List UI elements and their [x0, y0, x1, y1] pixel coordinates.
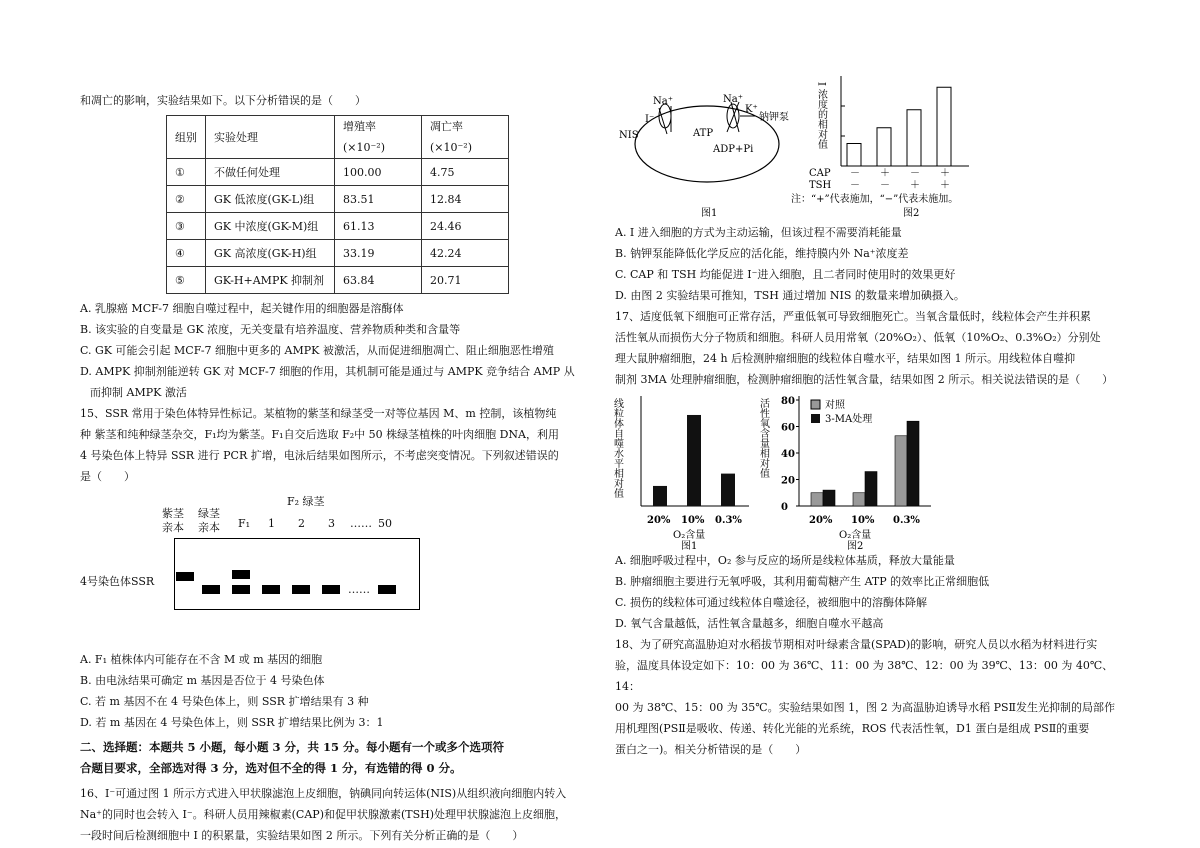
table-row	[167, 159, 509, 186]
table-cell: 33.19	[335, 240, 422, 267]
left-column	[80, 90, 590, 846]
table-header-cell: 凋亡率(×10⁻²)	[422, 116, 509, 159]
q17-option-d: D. 氧气含量越低，活性氧含量越多，细胞自噬水平越高	[615, 617, 884, 630]
q17-stem: 17、适度低氧下细胞可正常存活，严重低氧可导致细胞死亡。当氧含量低时，线粒体会产生并积累	[615, 310, 1091, 323]
q15-stem: 是（ ）	[80, 470, 135, 483]
table-cell: GK-H+AMPK 抑制剂	[206, 267, 335, 294]
table-row	[167, 267, 509, 294]
q16-figures	[615, 72, 1135, 222]
gel-band	[232, 570, 250, 579]
label-i: I⁻	[645, 114, 655, 125]
chart17a-ylabel: 线粒体自噬水平相对值	[611, 398, 623, 498]
gel-purple-text: 紫茎	[162, 507, 184, 520]
chart16-cap-label: CAP	[809, 168, 831, 179]
q17-figures	[611, 390, 1135, 552]
q17-figure-svg	[611, 390, 1135, 552]
q16-stem: 一段时间后检测细胞中 I 的积累量，实验结果如图 2 所示。下列有关分析正确的是（ ）	[80, 829, 524, 842]
gel-box	[174, 538, 420, 610]
bar-3-MA处理-20%	[823, 490, 835, 506]
q14-option-a: A. 乳腺癌 MCF-7 细胞自噬过程中，起关键作用的细胞器是溶酶体	[80, 302, 404, 315]
q16-option-d: D. 由图 2 实验结果可推知，TSH 通过增加 NIS 的数量来增加碘摄入。	[615, 289, 965, 302]
q15-option-c: C. 若 m 基因不在 4 号染色体上，则 SSR 扩增结果有 3 种	[80, 695, 369, 708]
legend-control-label: 对照	[825, 400, 845, 411]
q17-option-c: C. 损伤的线粒体可通过线粒体自噬途径，被细胞中的溶酶体降解	[615, 596, 928, 609]
legend-control-swatch	[811, 400, 820, 409]
cell-membrane	[635, 106, 779, 182]
cap-sign: ＋	[880, 168, 890, 179]
label-atp: ATP	[693, 128, 714, 139]
cap-sign: －	[910, 168, 920, 179]
table-cell: 12.84	[422, 186, 509, 213]
table-cell: 20.71	[422, 267, 509, 294]
tsh-sign: －	[880, 180, 890, 191]
q18-stem: 验，温度具体设定如下：10：00 为 36℃、11：00 为 38℃、12：00 为 39℃、13：00 为 40℃、14：	[615, 659, 1114, 693]
q16-stem: 16、I⁻可通过图 1 所示方式进入甲状腺滤泡上皮细胞，钠碘同向转运体(NIS)从组织液向细胞内转入	[80, 787, 567, 800]
table-header-row	[167, 116, 509, 159]
y-tick-label: 20	[781, 475, 795, 487]
table-cell: 24.46	[422, 213, 509, 240]
q16-option-b: B. 钠钾泵能降低化学反应的活化能，维持膜内外 Na⁺浓度差	[615, 247, 909, 260]
autophagy-bar-chart	[612, 396, 750, 552]
table-cell: ③	[167, 213, 206, 240]
ros-bar-chart	[758, 396, 932, 552]
iodine-bar-chart	[791, 76, 969, 219]
chart16-tsh-label: TSH	[809, 180, 832, 191]
legend-3ma-swatch	[811, 414, 820, 423]
q14-option-d: D. AMPK 抑制剂能逆转 GK 对 MCF-7 细胞的作用，其机制可能是通过与 AMPK 竞争结合 AMP 从	[80, 365, 575, 378]
q15-stem: 15、SSR 常用于染色体特异性标记。某植物的紫茎和绿茎受一对等位基因 M、m 控制，该植物纯	[80, 407, 557, 420]
q16-option-a: A. I 进入细胞的方式为主动运输，但该过程不需要消耗能量	[615, 226, 902, 239]
bar---	[847, 144, 861, 167]
experiment-table	[166, 115, 509, 294]
q15-option-a: A. F₁ 植株体内可能存在不含 M 或 m 基因的细胞	[80, 653, 323, 666]
x-tick-label: 20%	[809, 515, 833, 526]
q17-option-a: A. 细胞呼吸过程中，O₂ 参与反应的场所是线粒体基质，释放大量能量	[615, 554, 955, 567]
bar-+-	[877, 128, 891, 166]
bar-对照-20%	[811, 493, 823, 506]
table-header-cell: 增殖率(×10⁻²)	[335, 116, 422, 159]
table-header-cell: 实验处理	[206, 116, 335, 159]
gel-band	[232, 585, 250, 594]
chart16-ylabel: I 浓度的相对值	[815, 82, 827, 150]
gel-band	[202, 585, 220, 594]
gel-lane-1: 1	[268, 517, 275, 530]
q14-option-c: C. GK 可能会引起 MCF-7 细胞中更多的 AMPK 被激活，从而促进细胞凋亡、阻止细胞恶性增殖	[80, 344, 554, 357]
bar-0.3%	[721, 474, 735, 506]
table-cell: 63.84	[335, 267, 422, 294]
table-row	[167, 240, 509, 267]
nis-transporter	[659, 104, 671, 128]
table-cell: ⑤	[167, 267, 206, 294]
chart17b-caption: 图2	[847, 541, 864, 552]
y-tick-label: 40	[781, 449, 795, 460]
bar-20%	[653, 486, 667, 506]
gel-lane-dots: ……	[350, 517, 372, 530]
table-cell: 不做任何处理	[206, 159, 335, 186]
tsh-sign: ＋	[940, 180, 950, 191]
q18-stem: 蛋白之一)。相关分析错误的是（ ）	[615, 743, 807, 756]
y-tick-label: 60	[781, 422, 795, 434]
label-nis: NIS	[619, 130, 639, 141]
tsh-sign: －	[850, 180, 860, 191]
gel-band	[322, 585, 340, 594]
x-tick-label: 0.3%	[715, 515, 742, 526]
table-cell: 4.75	[422, 159, 509, 186]
q15-stem: 种 紫茎和纯种绿茎杂交，F₁均为紫茎。F₁自交后选取 F₂中 50 株绿茎植株的叶肉细胞 DNA，利用	[80, 428, 559, 441]
table-cell: GK 高浓度(GK-H)组	[206, 240, 335, 267]
gel-band	[176, 572, 194, 581]
y-tick-label: 80	[781, 396, 795, 407]
q18-stem: 00 为 38℃、15：00 为 35℃。实验结果如图 1，图 2 为高温胁迫诱导水稻 PSⅡ发生光抑制的局部作	[615, 701, 1115, 714]
tsh-sign: ＋	[910, 180, 920, 191]
gel-band	[292, 585, 310, 594]
label-na2: Na⁺	[723, 94, 743, 105]
table-header-cell: 组别	[167, 116, 206, 159]
bar-对照-10%	[853, 493, 865, 506]
section2-heading: 二、选择题：本题共 5 小题，每小题 3 分，共 15 分。每小题有一个或多个选项符	[80, 740, 505, 754]
label-pump: 钠钾泵	[759, 112, 789, 123]
gel-lane-50: 50	[378, 517, 392, 530]
bar-对照-0.3%	[895, 436, 907, 506]
gel-lane-2: 2	[298, 517, 305, 530]
gel-purple-label	[162, 507, 184, 535]
gel-green-label	[198, 507, 220, 535]
gel-purple-text2: 亲本	[162, 521, 184, 534]
table-cell: 61.13	[335, 213, 422, 240]
label-na1: Na⁺	[653, 96, 673, 107]
table-cell: GK 中浓度(GK-M)组	[206, 213, 335, 240]
q17-stem: 制剂 3MA 处理肿瘤细胞，检测肿瘤细胞的活性氧含量，结果如图 2 所示。相关说法错误的是（ ）	[615, 373, 1114, 386]
table-row	[167, 213, 509, 240]
right-column	[611, 72, 1135, 760]
table-cell: 83.51	[335, 186, 422, 213]
x-tick-label: 0.3%	[893, 515, 920, 526]
table-row	[167, 186, 509, 213]
section2-heading-cont: 合题目要求，全部选对得 3 分，选对但不全的得 1 分，有选错的得 0 分。	[80, 761, 462, 775]
bar-3-MA处理-0.3%	[907, 421, 919, 506]
fig2-caption: 图2	[903, 208, 920, 219]
table-cell: ④	[167, 240, 206, 267]
q17-stem: 理大鼠肿瘤细胞，24 h 后检测肿瘤细胞的线粒体自噬水平，结果如图 1 所示。用线粒体自噬抑	[615, 352, 1076, 365]
arrow-na-in	[659, 108, 667, 134]
table-cell: 100.00	[335, 159, 422, 186]
gel-row-label: 4号染色体SSR	[80, 575, 155, 588]
gel-band-dots: ……	[348, 583, 370, 596]
q15-stem: 4 号染色体上特异 SSR 进行 PCR 扩增，电泳后结果如图所示，不考虑突变情况。下列叙述错误的	[80, 449, 559, 462]
gel-f2-title: F₂ 绿茎	[287, 495, 325, 508]
cap-sign: －	[850, 168, 860, 179]
q15-option-b: B. 由电泳结果可确定 m 基因是否位于 4 号染色体	[80, 674, 325, 687]
table-cell: 42.24	[422, 240, 509, 267]
x-tick-label: 10%	[681, 515, 705, 526]
gel-green-text2: 亲本	[198, 521, 220, 534]
bar-++	[937, 87, 951, 166]
bar-10%	[687, 415, 701, 506]
gel-lane-3: 3	[328, 517, 335, 530]
y-tick-label: 0	[781, 502, 788, 513]
q16-figure-svg	[615, 72, 1135, 222]
chart17b-xlabel: O₂含量	[839, 530, 872, 541]
chart17a-xlabel: O₂含量	[673, 530, 706, 541]
legend-3ma-label: 3-MA处理	[825, 414, 873, 425]
bar--+	[907, 110, 921, 166]
q17-option-b: B. 肿瘤细胞主要进行无氧呼吸，其利用葡萄糖产生 ATP 的效率比正常细胞低	[615, 575, 990, 588]
label-adp: ADP+Pi	[713, 144, 754, 155]
fig1-caption: 图1	[701, 208, 718, 219]
label-k: K⁺	[745, 104, 758, 115]
table-cell: ①	[167, 159, 206, 186]
q16-stem: Na⁺的同时也会转入 I⁻。科研人员用辣椒素(CAP)和促甲状腺激素(TSH)处理甲状腺滤泡上皮细胞，	[80, 808, 567, 821]
gel-band	[262, 585, 280, 594]
q14-intro: 和凋亡的影响，实验结果如下。以下分析错误的是（ ）	[80, 94, 366, 107]
chart16-note: 注：“+”代表施加，“−”代表未施加。	[791, 194, 959, 205]
q16-option-c: C. CAP 和 TSH 均能促进 I⁻进入细胞，且二者同时使用时的效果更好	[615, 268, 956, 281]
x-tick-label: 20%	[647, 515, 671, 526]
q18-stem: 18、为了研究高温胁迫对水稻拔节期相对叶绿素含量(SPAD)的影响，研究人员以水稻为材料进行实	[615, 638, 1098, 651]
gel-f1-label: F₁	[238, 517, 251, 530]
chart17b-ylabel: 活性氧含量相对值	[757, 398, 769, 478]
table-cell: ②	[167, 186, 206, 213]
q17-stem: 活性氧从而损伤大分子物质和细胞。科研人员用常氧（20%O₂）、低氧（10%O₂、0.3%O₂）分别处	[615, 331, 1101, 344]
q15-option-d: D. 若 m 基因在 4 号染色体上，则 SSR 扩增结果比例为 3：1	[80, 716, 384, 729]
chart17a-caption: 图1	[681, 541, 698, 552]
cap-sign: ＋	[940, 168, 950, 179]
gel-band	[378, 585, 396, 594]
table-cell: GK 低浓度(GK-L)组	[206, 186, 335, 213]
q14-option-d-cont: 而抑制 AMPK 激活	[90, 386, 187, 399]
bar-3-MA处理-10%	[865, 472, 877, 506]
gel-green-text: 绿茎	[198, 507, 220, 520]
q14-option-b: B. 该实验的自变量是 GK 浓度，无关变量有培养温度、营养物质种类和含量等	[80, 323, 461, 336]
electrophoresis-figure	[80, 495, 500, 645]
q18-stem: 用机理图(PSⅡ是吸收、传递、转化光能的光系统，ROS 代表活性氧，D1 蛋白是组成 PSⅡ的重要	[615, 722, 1090, 735]
x-tick-label: 10%	[851, 515, 875, 526]
